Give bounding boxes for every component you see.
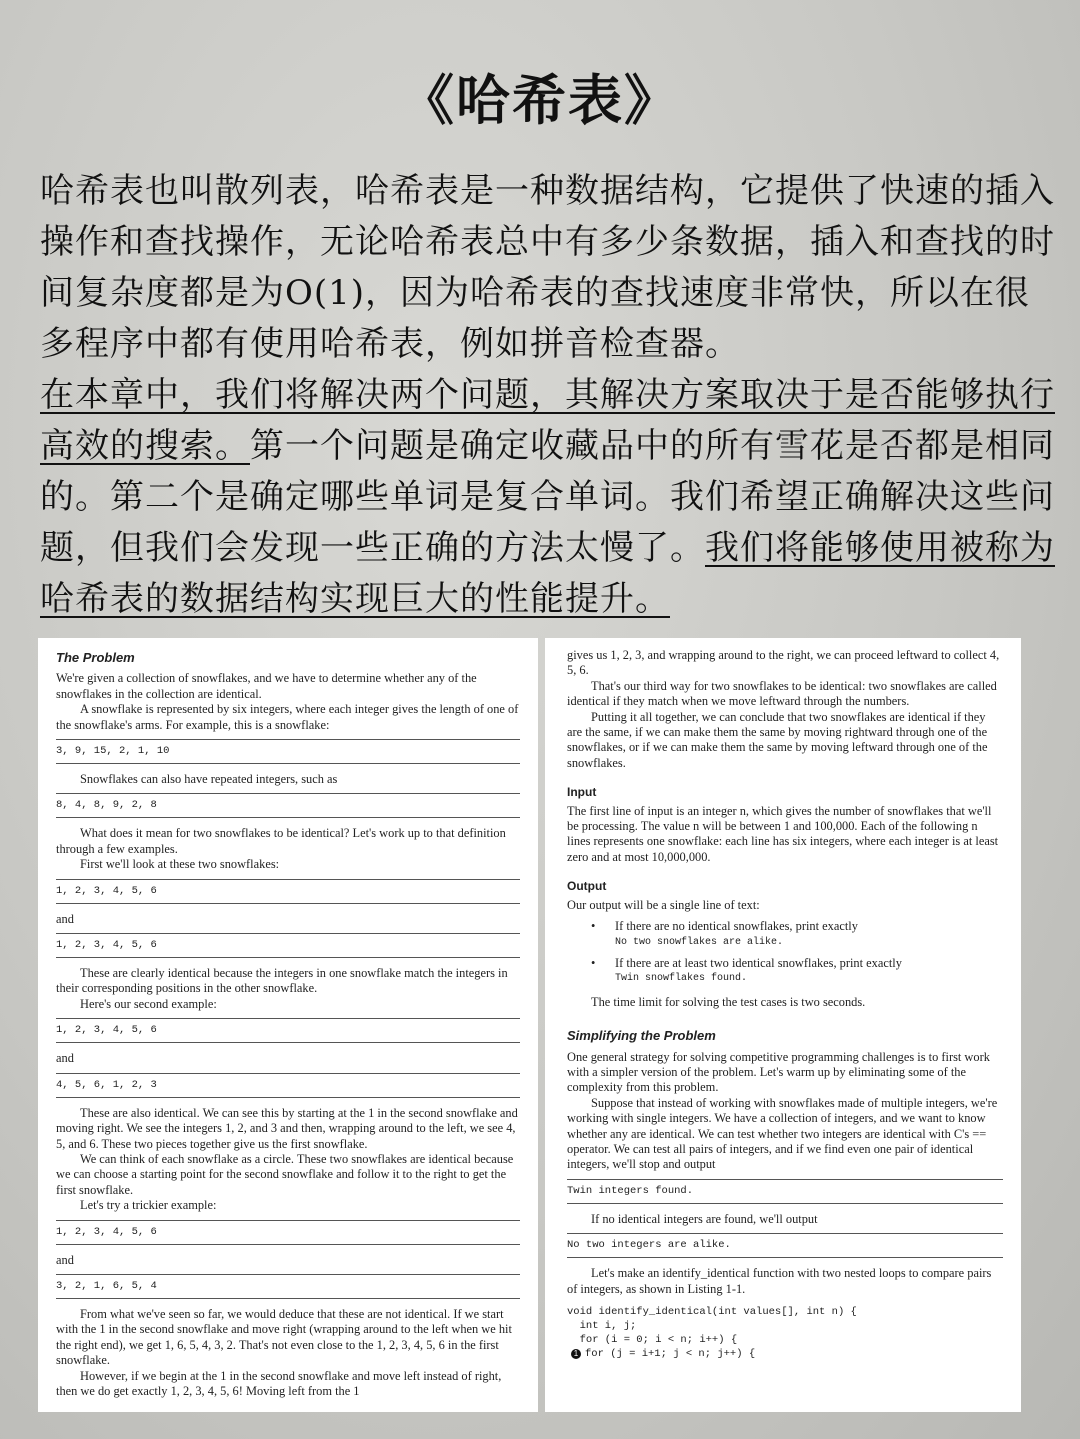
code-block: No two integers are alike. [567, 1233, 1003, 1258]
code-block: 1, 2, 3, 4, 5, 6 [56, 1220, 520, 1245]
intro-paragraph-1: 哈希表也叫散列表，哈希表是一种数据结构，它提供了快速的插入操作和查找操作，无论哈希表总中有多少条数据，插入和查找的时间复杂度都是为O(1)，因为哈希表的查找速度非常快，所以在很多程序中都有使用哈希表，例如拼音检查器。 [40, 171, 1055, 364]
and-label: and [56, 911, 74, 926]
paragraph: One general strategy for solving competitive programming challenges is to first work with a simpler version of the problem. Let's warm up by eliminating some of the complexity from this problem. [567, 1049, 990, 1095]
code-block: 1, 2, 3, 4, 5, 6 [56, 879, 520, 904]
code-block: Twin integers found. [567, 1179, 1003, 1204]
paragraph: Our output will be a single line of text: [567, 897, 760, 912]
paragraph: However, if we begin at the 1 in the second snowflake and move left instead of right, then we do get exactly 1, 2, 3, 4, 5, 6! Moving left from the 1 [56, 1368, 502, 1398]
section-heading-output: Output [567, 879, 607, 894]
bullet-item [591, 956, 1003, 987]
section-heading-problem: The Problem [56, 650, 135, 665]
paragraph: Let's make an identify_identical function with two nested loops to compare pairs of integers, as shown in Listing 1-1. [567, 1266, 992, 1296]
section-heading-simplifying: Simplifying the Problem [567, 1028, 716, 1044]
bullet-item [591, 919, 1003, 950]
code-line: int i, j; [567, 1320, 637, 1332]
paragraph: These are clearly identical because the integers in one snowflake match the integers in their corresponding positions in the other snowflake. [56, 966, 508, 996]
page-title: 《哈希表》 [400, 68, 680, 132]
code-block: 3, 2, 1, 6, 5, 4 [56, 1274, 520, 1299]
paragraph: First we'll look at these two snowflakes: [80, 857, 280, 872]
paragraph: We can think of each snowflake as a circle. These two snowflakes are identical because we can choose a starting point for the second snowflake and follow it to the right to get the first snowflake. [56, 1151, 514, 1197]
paragraph: We're given a collection of snowflakes, and we have to determine whether any of the snowflakes in the collection are identical. [56, 671, 477, 701]
paragraph: The first line of input is an integer n, which gives the number of snowflakes that we'll be processing. The value n will be between 1 and 100,000. Each of the following n lines represents one snowflake: each line has six integers, where each integer is at least zero and at most 10,000,000. [567, 803, 999, 864]
bullet-dot-icon: • [591, 955, 596, 970]
paragraph: If no identical integers are found, we'll output [591, 1211, 818, 1226]
code-block: 3, 9, 15, 2, 1, 10 [56, 739, 520, 764]
and-label: and [56, 1051, 74, 1066]
paragraph: What does it mean for two snowflakes to be identical? Let's work up to that definition through a few examples. [56, 826, 506, 856]
intro-paragraph-2-middle: 第一个问题是确定收藏品中的所有雪花是否都是相同的。第二个是确定哪些单词是复合单词。我们希望正确解决这些问题，但我们会发现一些正确的方法太慢了。 [40, 426, 1055, 568]
code-block: 4, 5, 6, 1, 2, 3 [56, 1073, 520, 1098]
code-line [567, 1347, 1003, 1361]
paragraph: A snowflake is represented by six integers, where each integer gives the length of one of the snowflake's arms. For example, this is a snowflake: [56, 702, 519, 732]
code-block: 1, 2, 3, 4, 5, 6 [56, 933, 520, 958]
paragraph: Snowflakes can also have repeated integers, such as [80, 772, 338, 787]
bullet-text: If there are no identical snowflakes, print exactly [615, 919, 858, 934]
code-line: void identify_identical(int values[], int n) { [567, 1306, 857, 1318]
underlined-sentence-2: 我们将能够使用被称为哈希表的数据结构实现巨大的性能提升。 [40, 528, 1055, 619]
paragraph: Suppose that instead of working with snowflakes made of multiple integers, we're working with single integers. We have a collection of integers, and we want to know whether any are identical. We can test whether two integers are identical with C's == operator. We can test all pairs of integers, and if we find even one pair of identical integers, we'll stop and output [567, 1095, 998, 1172]
bullet-code: No two snowflakes are alike. [615, 936, 784, 948]
paragraph: Here's our second example: [80, 996, 217, 1011]
code-listing [567, 1305, 1003, 1361]
book-page-right [545, 638, 1021, 1412]
intro-paragraph-2 [40, 370, 1060, 625]
underlined-sentence-1: 在本章中，我们将解决两个问题，其解决方案取决于是否能够执行高效的搜索。 [40, 375, 1055, 466]
paragraph: These are also identical. We can see this by starting at the 1 in the second snowflake and moving right. We see the integers 1, 2, and 3 and then, wrapping around to the left, we see 4, 5, and 6. These two pieces together give us the first snowflake. [56, 1105, 518, 1151]
book-page-left [38, 638, 538, 1412]
code-block: 8, 4, 8, 9, 2, 8 [56, 793, 520, 818]
bullet-dot-icon: • [591, 919, 596, 934]
intro-text [40, 166, 1060, 625]
callout-marker-icon: 1 [571, 1349, 581, 1359]
and-label: and [56, 1252, 74, 1267]
paragraph: Let's try a trickier example: [80, 1198, 217, 1213]
paragraph: The time limit for solving the test cases is two seconds. [591, 994, 866, 1009]
bullet-code: Twin snowflakes found. [615, 973, 748, 985]
bullet-text: If there are at least two identical snowflakes, print exactly [615, 955, 902, 970]
section-heading-input: Input [567, 785, 597, 800]
paragraph: From what we've seen so far, we would deduce that these are not identical. If we start with the 1 in the second snowflake and move right (wrapping around to the left when we hit the right end), we get 1, 6, 5, 4, 3, 2. That's not even close to the 1, 2, 3, 4, 5, 6 in the first snowflake. [56, 1306, 512, 1368]
code-block: 1, 2, 3, 4, 5, 6 [56, 1018, 520, 1043]
paragraph: gives us 1, 2, 3, and wrapping around to the right, we can proceed leftward to collect 4, 5, 6. [567, 648, 1000, 678]
paragraph: That's our third way for two snowflakes to be identical: two snowflakes are called identical if they match when we move leftward through the numbers. [567, 678, 997, 709]
paragraph: Putting it all together, we can conclude that two snowflakes are identical if they are the same, if we can make them the same by moving rightward through one of the snowflakes, or if we can make them the same by moving leftward through one of the snowflakes. [567, 709, 988, 770]
code-line: for (i = 0; i < n; i++) { [567, 1334, 738, 1346]
code-line-text: for (j = i+1; j < n; j++) { [585, 1348, 756, 1360]
